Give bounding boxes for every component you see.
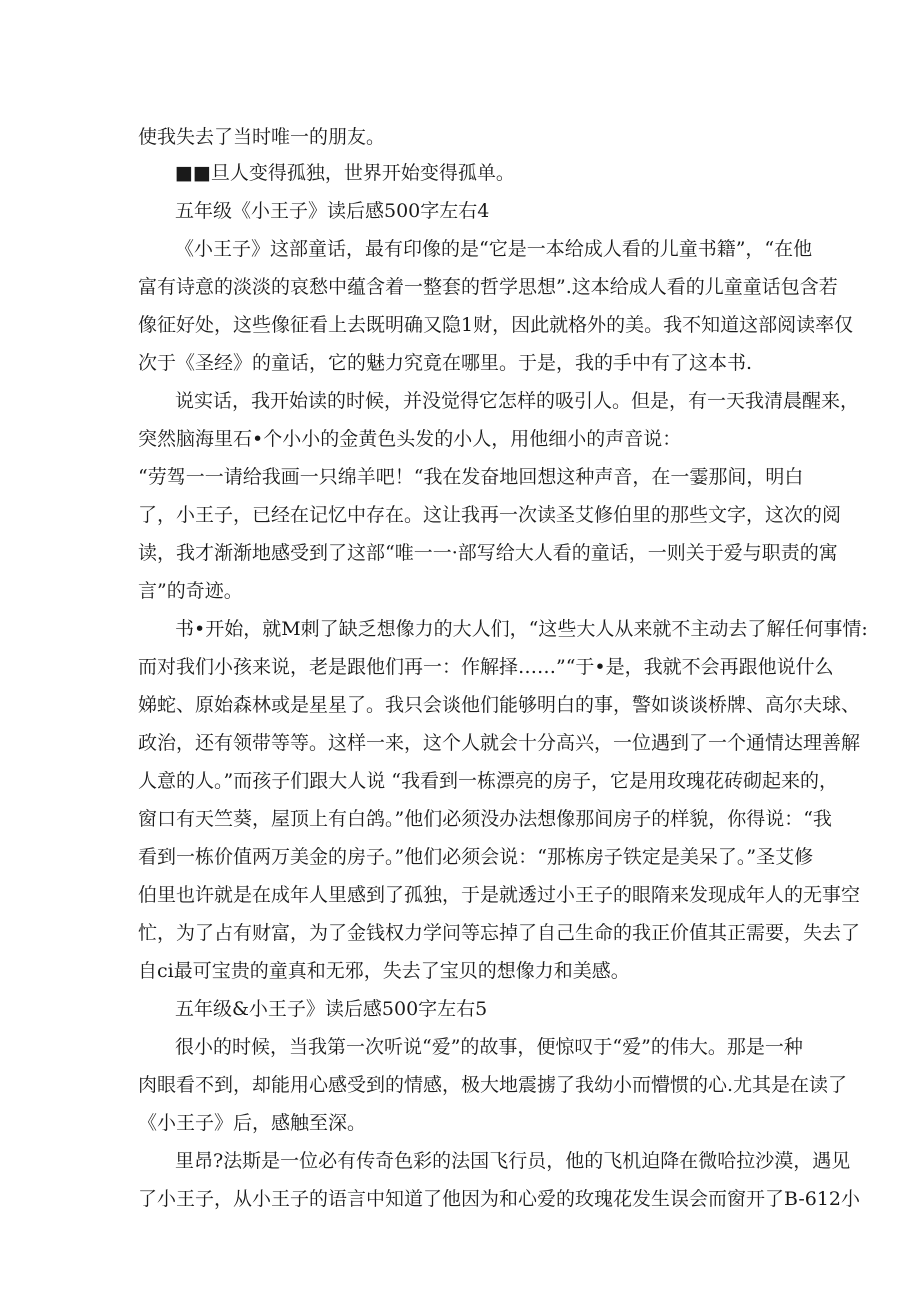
text-line: 说实话，我开始读的时候，并没觉得它怎样的吸引人。但是，有一天我清晨醒来， [175,390,860,412]
text-line: 富有诗意的淡淡的哀愁中蕴含着一整套的哲学思想”.这本给成人看的儿童童话包含若 [138,276,838,298]
text-line: 娣蛇、原始森林或是星星了。我只会谈他们能够明白的事，警如谈谈桥牌、高尔夫球、 [138,694,861,716]
text-line: 《小王子》后，感触至深。 [138,1112,367,1134]
text-line: 像征好处，这些像征看上去既明确又隐1财，因此就格外的美。我不知道这部阅读率仅 [138,314,854,336]
text-line: 里昂?法斯是一位必有传奇色彩的法国飞行员，他的飞机迫降在微哈拉沙漠，遇见 [175,1150,851,1172]
text-line: 次于《圣经》的童话，它的魅力究竟在哪里。于是，我的手中有了这本书. [138,352,753,374]
text-line: 言”的奇迹。 [138,580,243,602]
text-line: 看到一栋价值两万美金的房子。”他们必须会说：“那栋房子铁定是美呆了。”圣艾修 [138,846,814,868]
text-line: 书•开始，就M刺了缺乏想像力的大人们，“这些大人从来就不主动去了解任何事情: [175,618,868,640]
text-line: 了，小王子，已经在记忆中存在。这让我再一次读圣艾修伯里的那些文字，这次的阅 [138,504,842,526]
section-heading: 五年级&小王子》读后感500字左右5 [175,998,488,1020]
text-line: 使我失去了当时唯一的朋友。 [138,126,386,148]
text-line: 而对我们小孩来说，老是跟他们再一：作解择……”“于•是，我就不会再跟他说什么 [138,656,834,678]
text-line: 自ci最可宝贵的童真和无邪，失去了宝贝的想像力和美感。 [138,960,630,982]
text-line: “劳驾一一请给我画一只绵羊吧！“我在发奋地回想这种声音，在一霎那间，明白 [138,466,804,488]
text-line: 很小的时候，当我第一次听说“爱”的故事，便惊叹于“爱”的伟大。那是一种 [175,1036,803,1058]
text-line: 人意的人。”而孩子们跟大人说 “我看到一栋漂亮的房子，它是用玫瑰花砖砌起来的， [138,770,838,792]
text-line: 政治，还有领带等等。这样一来，这个人就会十分高兴，一位遇到了一个通情达理善解 [138,732,861,754]
text-line: 伯里也许就是在成年人里感到了孤独，于是就透过小王子的眼隋来发现成年人的无事空 [138,884,861,906]
text-line: 忙，为了占有财富，为了金钱权力学问等忘掉了自己生命的我正价值其正需要，失去了 [138,922,861,944]
text-line: 突然脑海里石•个小小的金黄色头发的小人，用他细小的声音说： [138,428,682,450]
text-line: 了小王子，从小王子的语言中知道了他因为和心爱的玫瑰花发生误会而窗开了B-612小 [138,1188,861,1210]
text-line: 肉眼看不到，却能用心感受到的情感，极大地震掳了我幼小而懵惯的心.尤其是在读了 [138,1074,848,1096]
text-line: 《小王子》这部童话，最有印像的是“它是一本给成人看的儿童书籍”，“在他 [175,238,813,260]
text-line: 读，我才渐渐地感受到了这部“唯一一·部写给大人看的童话，一则关于爱与职责的寓 [138,542,838,564]
section-heading: 五年级《小王子》读后感500字左右4 [175,200,490,222]
text-line: 窗口有天竺葵，屋顶上有白鸽。”他们必须没办法想像那间房子的样貌，你得说：“我 [138,808,832,830]
text-line: ■■旦人变得孤独，世界开始变得孤单。 [175,162,515,184]
